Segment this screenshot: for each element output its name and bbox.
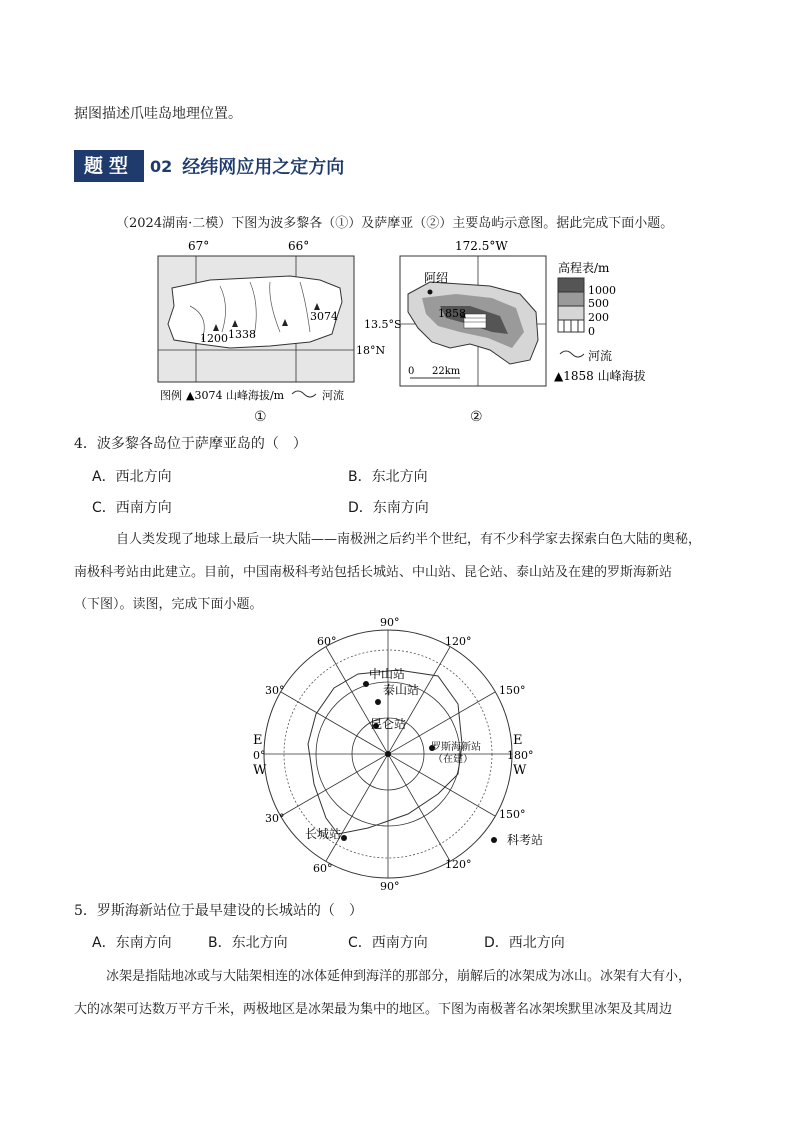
q4-option-a: A．西北方向	[92, 469, 172, 485]
taishan-dot	[375, 699, 381, 705]
map-puerto-rico	[150, 236, 390, 408]
polar-left-bottom: 60°	[313, 862, 333, 875]
zhongshan-dot	[363, 681, 369, 687]
map1-peak1: 1200	[200, 332, 228, 345]
label-ross-b: （在建）	[433, 754, 473, 765]
map2-elev-500: 500	[588, 297, 609, 310]
map2-town: 阿绍	[424, 271, 449, 285]
map1-peak3: 3074	[310, 310, 338, 323]
map-samoa	[360, 236, 660, 408]
polar-right-low: 150°	[499, 808, 526, 821]
map2-scale-len: 22km	[432, 366, 461, 377]
map2-lon: 172.5°W	[455, 239, 508, 253]
polar-top: 90°	[380, 616, 400, 629]
polar-w-left: W	[253, 763, 267, 778]
legend-station: 科考站	[507, 833, 544, 847]
para2-line2: 南极科考站由此建立。目前，中国南极科考站包括长城站、中山站、昆仑站、泰山站及在建的罗斯海新站	[74, 565, 673, 580]
polar-right-bottom: 120°	[445, 858, 472, 871]
map1-lat: 18°N	[356, 344, 386, 357]
map2-lat: 13.5°S	[364, 318, 402, 331]
map2-legend-title: 高程表/m	[558, 261, 610, 275]
q5-stem: 5．罗斯海新站位于最早建设的长城站的（ ）	[74, 903, 363, 919]
polar-e-left: E	[253, 733, 263, 748]
label-zhongshan: 中山站	[369, 667, 406, 681]
map1-lon-right: 66°	[288, 239, 310, 253]
map-antarctica	[245, 614, 555, 894]
polar-left-mid: 30°	[265, 684, 285, 697]
polar-left-upper: 60°	[317, 635, 337, 648]
banner-number: 02	[150, 156, 173, 176]
label-kunlun: 昆仑站	[370, 717, 407, 731]
map2-elev-0: 0	[588, 325, 595, 338]
polar-right-upper: 120°	[445, 635, 472, 648]
label-ross-a: 罗斯海新站	[431, 742, 481, 753]
intro-line: 据图描述爪哇岛地理位置。	[74, 106, 242, 122]
polar-zero: 0°	[253, 749, 266, 762]
para3-line1: 冰架是指陆地冰或与大陆架相连的冰体延伸到海洋的那部分，崩解后的冰架成为冰山。冰架有大有小，	[106, 969, 692, 984]
map1-lon-left: 67°	[188, 239, 210, 253]
para2-line1: 自人类发现了地球上最后一块大陆——南极洲之后约半个世纪，有不少科学家去探索白色大陆的奥秘，	[116, 532, 702, 547]
map1-legend-prefix: 图例	[160, 389, 182, 402]
map1-caption: ①	[254, 409, 267, 425]
q4-stem: 4．波多黎各岛位于萨摩亚岛的（ ）	[74, 436, 307, 452]
section-banner	[74, 150, 344, 182]
q4-option-c: C．西南方向	[92, 500, 172, 516]
changcheng-dot	[341, 835, 347, 841]
q4-option-d: D．东南方向	[348, 500, 429, 516]
para3-line2: 大的冰架可达数万平方千米，两极地区是冰架最为集中的地区。下图为南极著名冰架埃默里冰架及其周边	[74, 1002, 673, 1017]
map2-legend-peak: ▲1858 山峰海拔	[554, 369, 646, 383]
map2-legend-river: 河流	[588, 349, 613, 363]
map2-peak: 1858	[438, 307, 466, 320]
map2-scale-zero: 0	[408, 366, 415, 377]
polar-left-low: 30°	[265, 812, 285, 825]
polar-w-right: W	[513, 763, 527, 778]
map2-elev-200: 200	[588, 311, 609, 324]
label-taishan: 泰山站	[383, 683, 420, 697]
map1-peak2: 1338	[228, 328, 256, 341]
q5-option-b: B．东北方向	[208, 935, 288, 951]
legend-station-icon	[491, 837, 497, 843]
map2-caption: ②	[470, 409, 483, 425]
polar-e-right: E	[513, 733, 523, 748]
q5-option-d: D．西北方向	[484, 935, 565, 951]
para2-line3: （下图）。读图，完成下面小题。	[74, 597, 263, 612]
map1-legend-river: 河流	[322, 389, 344, 402]
label-changcheng: 长城站	[305, 827, 342, 841]
q5-option-c: C．西南方向	[348, 935, 428, 951]
banner-badge: 题型	[74, 150, 144, 182]
q4-option-b: B．东北方向	[348, 469, 428, 485]
polar-bottom: 90°	[380, 880, 400, 893]
map2-elev-1000: 1000	[588, 284, 616, 297]
q5-option-a: A．东南方向	[92, 935, 172, 951]
banner-title: 经纬网应用之定方向	[182, 157, 345, 178]
q4-intro: （2024湖南·二模）下图为波多黎各（①）及萨摩亚（②）主要岛屿示意图。据此完成下面小题。	[116, 216, 674, 231]
map1-legend-peak: ▲3074 山峰海拔/m	[186, 389, 285, 402]
polar-right-mid: 150°	[499, 684, 526, 697]
polar-180: 180°	[507, 749, 534, 762]
